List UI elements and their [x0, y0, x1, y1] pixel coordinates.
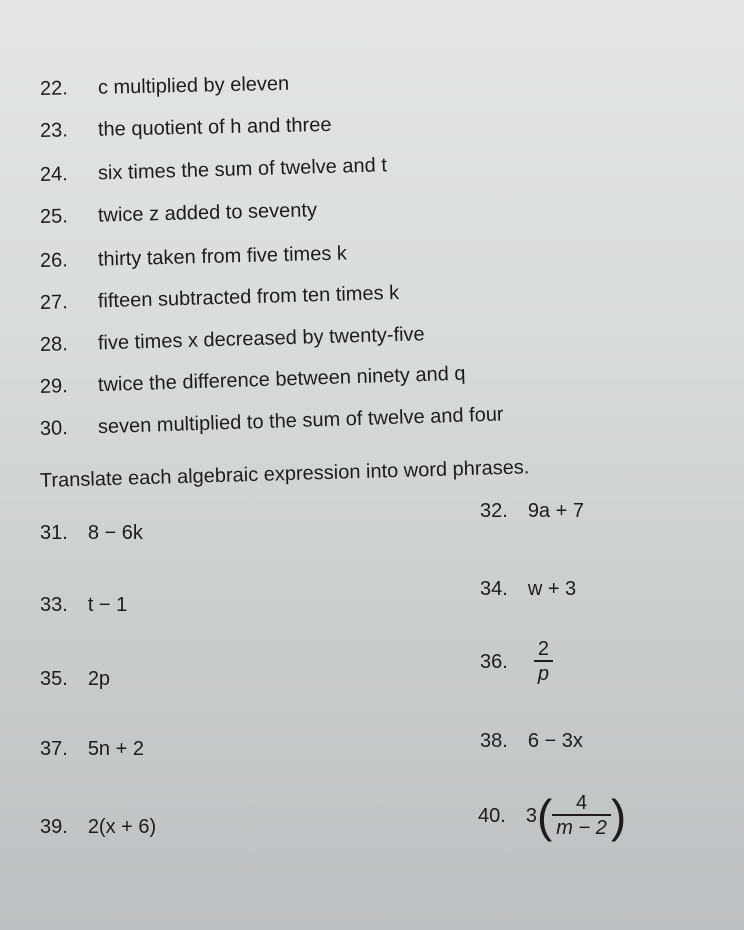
- problem-number: 27.: [39, 291, 69, 314]
- expression-number: 39.: [40, 816, 68, 838]
- problem-number: 28.: [39, 333, 69, 356]
- section-heading: Translate each algebraic expression into word phrases.: [39, 456, 530, 492]
- problem-text: five times x decreased by twenty-five: [97, 323, 425, 355]
- fraction-denominator: m − 2: [556, 817, 607, 839]
- problem-number: 29.: [39, 375, 69, 398]
- problem-29: [40, 363, 466, 399]
- problem-30: [40, 403, 504, 441]
- fraction-numerator: 2: [537, 638, 549, 660]
- problem-27: [40, 282, 400, 315]
- problem-28: [40, 323, 425, 357]
- expression-number: 34.: [480, 578, 508, 600]
- problem-24: [40, 154, 388, 187]
- fraction: [552, 792, 611, 840]
- expression-36: [480, 638, 553, 686]
- problem-text: the quotient of h and three: [97, 113, 332, 141]
- open-parenthesis: (: [536, 790, 553, 842]
- expression-38: [480, 730, 583, 753]
- problem-text: c multiplied by eleven: [97, 72, 290, 99]
- expression-40: [478, 792, 626, 840]
- expression-number: 40.: [478, 804, 506, 827]
- expression-number: 35.: [40, 668, 68, 690]
- expression-text: 8 − 6k: [87, 522, 143, 544]
- fraction-denominator: p: [537, 663, 549, 685]
- problem-text: twice the difference between ninety and q: [97, 362, 466, 397]
- problem-number: 30.: [39, 417, 69, 440]
- expression-text: w + 3: [527, 578, 577, 600]
- expression-34: [480, 578, 576, 601]
- fraction: [534, 638, 553, 686]
- expression-number: 32.: [480, 500, 508, 522]
- fraction-numerator: 4: [575, 792, 588, 814]
- expression-coefficient: 3: [525, 804, 537, 827]
- problem-text: fifteen subtracted from ten times k: [97, 281, 400, 313]
- problem-number: 26.: [39, 249, 69, 272]
- problem-text: six times the sum of twelve and t: [97, 154, 388, 185]
- problem-23: [40, 114, 332, 143]
- expression-33: [40, 594, 127, 617]
- expression-text: 5n + 2: [87, 738, 144, 760]
- expression-number: 33.: [40, 594, 68, 616]
- problem-text: seven multiplied to the sum of twelve and four: [97, 403, 504, 439]
- problem-number: 25.: [39, 205, 69, 228]
- expression-text: 9a + 7: [527, 500, 584, 522]
- expression-39: [40, 816, 156, 839]
- expression-31: [40, 522, 143, 545]
- expression-text: 2p: [87, 668, 111, 690]
- expression-number: 36.: [480, 650, 508, 673]
- problem-22: [40, 73, 290, 101]
- problem-number: 22.: [39, 77, 69, 100]
- expression-text: 6 − 3x: [527, 730, 583, 752]
- expression-32: [480, 500, 584, 523]
- problem-number: 24.: [39, 163, 69, 186]
- problem-26: [40, 243, 347, 273]
- close-parenthesis: ): [610, 790, 627, 842]
- expression-text: 2(x + 6): [87, 816, 157, 838]
- problem-text: twice z added to seventy: [97, 199, 318, 227]
- expression-number: 38.: [480, 730, 508, 752]
- expression-35: [40, 668, 110, 691]
- expression-number: 37.: [40, 738, 68, 760]
- expression-37: [40, 738, 144, 761]
- problem-25: [40, 199, 317, 229]
- expression-number: 31.: [40, 522, 68, 544]
- problem-text: thirty taken from five times k: [97, 242, 348, 271]
- problem-number: 23.: [39, 119, 69, 142]
- expression-text: t − 1: [87, 594, 128, 616]
